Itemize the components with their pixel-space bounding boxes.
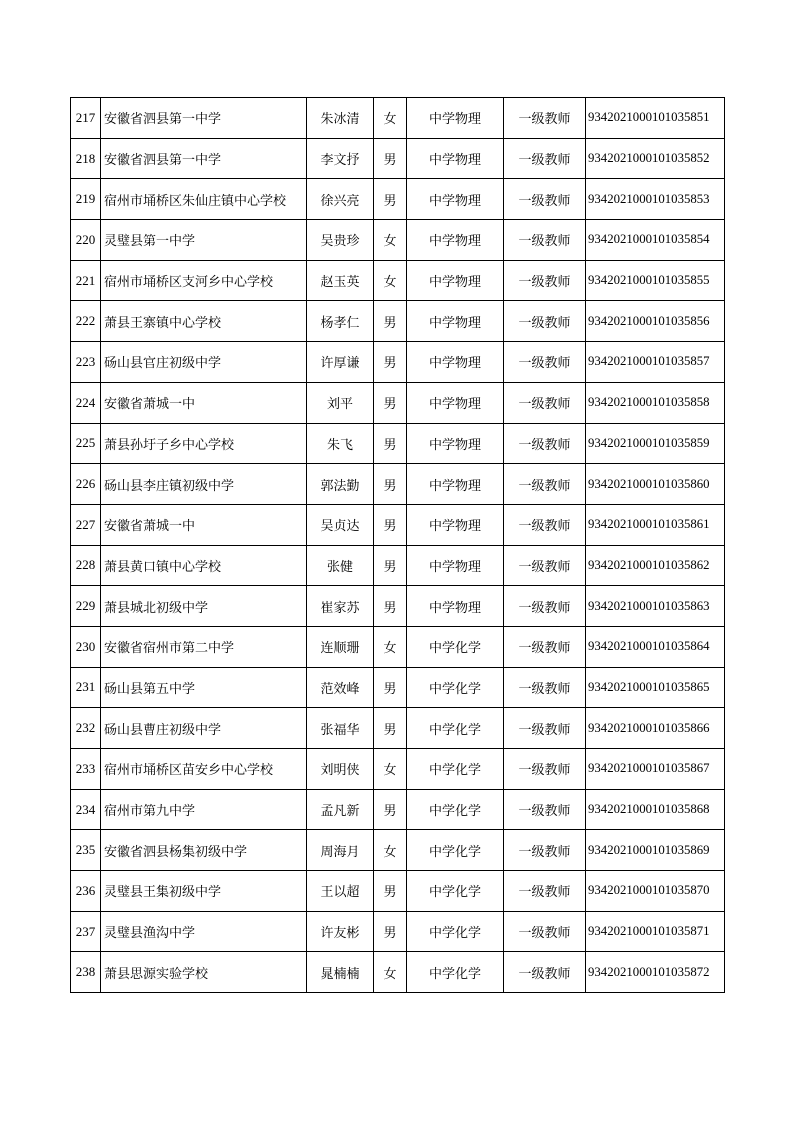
school-name-cell: 安徽省泗县第一中学 (101, 138, 307, 179)
certificate-number-cell: 9342021000101035870 (586, 871, 725, 912)
school-name-cell: 安徽省泗县第一中学 (101, 98, 307, 139)
school-name-cell: 萧县城北初级中学 (101, 586, 307, 627)
row-number-cell: 236 (71, 871, 101, 912)
row-number-cell: 224 (71, 382, 101, 423)
teacher-name-cell: 周海月 (307, 830, 374, 871)
professional-title-cell: 一级教师 (504, 626, 586, 667)
row-number-cell: 231 (71, 667, 101, 708)
subject-cell: 中学物理 (407, 382, 504, 423)
school-name-cell: 宿州市埇桥区朱仙庄镇中心学校 (101, 179, 307, 220)
professional-title-cell: 一级教师 (504, 220, 586, 261)
gender-cell: 女 (374, 220, 407, 261)
table-row (71, 342, 725, 383)
table-body (71, 98, 725, 993)
teacher-list-table (70, 97, 725, 993)
table-row (71, 789, 725, 830)
row-number-cell: 237 (71, 911, 101, 952)
professional-title-cell: 一级教师 (504, 138, 586, 179)
row-number-cell: 229 (71, 586, 101, 627)
teacher-name-cell: 王以超 (307, 871, 374, 912)
table-row (71, 179, 725, 220)
table-row (71, 586, 725, 627)
certificate-number-cell: 9342021000101035861 (586, 504, 725, 545)
certificate-number-cell: 9342021000101035871 (586, 911, 725, 952)
gender-cell: 女 (374, 260, 407, 301)
table-row (71, 626, 725, 667)
table-row (71, 545, 725, 586)
certificate-number-cell: 9342021000101035857 (586, 342, 725, 383)
school-name-cell: 安徽省宿州市第二中学 (101, 626, 307, 667)
gender-cell: 男 (374, 464, 407, 505)
school-name-cell: 宿州市第九中学 (101, 789, 307, 830)
certificate-number-cell: 9342021000101035863 (586, 586, 725, 627)
certificate-number-cell: 9342021000101035852 (586, 138, 725, 179)
table-row (71, 220, 725, 261)
gender-cell: 男 (374, 504, 407, 545)
teacher-name-cell: 张福华 (307, 708, 374, 749)
subject-cell: 中学物理 (407, 220, 504, 261)
certificate-number-cell: 9342021000101035859 (586, 423, 725, 464)
table-row (71, 464, 725, 505)
table-row (71, 423, 725, 464)
row-number-cell: 228 (71, 545, 101, 586)
teacher-name-cell: 许友彬 (307, 911, 374, 952)
professional-title-cell: 一级教师 (504, 586, 586, 627)
teacher-name-cell: 许厚谦 (307, 342, 374, 383)
gender-cell: 男 (374, 138, 407, 179)
row-number-cell: 218 (71, 138, 101, 179)
gender-cell: 男 (374, 179, 407, 220)
professional-title-cell: 一级教师 (504, 667, 586, 708)
school-name-cell: 萧县孙圩子乡中心学校 (101, 423, 307, 464)
subject-cell: 中学物理 (407, 464, 504, 505)
row-number-cell: 217 (71, 98, 101, 139)
table-row (71, 911, 725, 952)
professional-title-cell: 一级教师 (504, 382, 586, 423)
table-row (71, 382, 725, 423)
gender-cell: 男 (374, 667, 407, 708)
teacher-name-cell: 张健 (307, 545, 374, 586)
professional-title-cell: 一级教师 (504, 789, 586, 830)
teacher-name-cell: 晁楠楠 (307, 952, 374, 993)
teacher-name-cell: 连顺珊 (307, 626, 374, 667)
row-number-cell: 226 (71, 464, 101, 505)
table-row (71, 504, 725, 545)
teacher-name-cell: 朱飞 (307, 423, 374, 464)
certificate-number-cell: 9342021000101035853 (586, 179, 725, 220)
subject-cell: 中学化学 (407, 830, 504, 871)
row-number-cell: 233 (71, 749, 101, 790)
gender-cell: 男 (374, 382, 407, 423)
school-name-cell: 萧县思源实验学校 (101, 952, 307, 993)
row-number-cell: 221 (71, 260, 101, 301)
row-number-cell: 232 (71, 708, 101, 749)
row-number-cell: 225 (71, 423, 101, 464)
school-name-cell: 安徽省萧城一中 (101, 504, 307, 545)
certificate-number-cell: 9342021000101035872 (586, 952, 725, 993)
professional-title-cell: 一级教师 (504, 464, 586, 505)
certificate-number-cell: 9342021000101035865 (586, 667, 725, 708)
professional-title-cell: 一级教师 (504, 179, 586, 220)
professional-title-cell: 一级教师 (504, 749, 586, 790)
gender-cell: 女 (374, 98, 407, 139)
professional-title-cell: 一级教师 (504, 423, 586, 464)
school-name-cell: 萧县王寨镇中心学校 (101, 301, 307, 342)
certificate-number-cell: 9342021000101035867 (586, 749, 725, 790)
table-row (71, 98, 725, 139)
professional-title-cell: 一级教师 (504, 260, 586, 301)
professional-title-cell: 一级教师 (504, 504, 586, 545)
subject-cell: 中学化学 (407, 952, 504, 993)
school-name-cell: 砀山县第五中学 (101, 667, 307, 708)
row-number-cell: 223 (71, 342, 101, 383)
row-number-cell: 238 (71, 952, 101, 993)
teacher-name-cell: 范效峰 (307, 667, 374, 708)
teacher-name-cell: 徐兴亮 (307, 179, 374, 220)
subject-cell: 中学化学 (407, 626, 504, 667)
school-name-cell: 安徽省泗县杨集初级中学 (101, 830, 307, 871)
teacher-name-cell: 吴贞达 (307, 504, 374, 545)
subject-cell: 中学物理 (407, 423, 504, 464)
school-name-cell: 灵璧县渔沟中学 (101, 911, 307, 952)
gender-cell: 男 (374, 342, 407, 383)
subject-cell: 中学物理 (407, 342, 504, 383)
certificate-number-cell: 9342021000101035856 (586, 301, 725, 342)
professional-title-cell: 一级教师 (504, 830, 586, 871)
school-name-cell: 安徽省萧城一中 (101, 382, 307, 423)
school-name-cell: 宿州市埇桥区支河乡中心学校 (101, 260, 307, 301)
teacher-name-cell: 刘明侠 (307, 749, 374, 790)
table-row (71, 952, 725, 993)
table-row (71, 667, 725, 708)
teacher-name-cell: 孟凡新 (307, 789, 374, 830)
row-number-cell: 235 (71, 830, 101, 871)
gender-cell: 男 (374, 423, 407, 464)
certificate-number-cell: 9342021000101035858 (586, 382, 725, 423)
school-name-cell: 砀山县李庄镇初级中学 (101, 464, 307, 505)
gender-cell: 女 (374, 749, 407, 790)
row-number-cell: 227 (71, 504, 101, 545)
row-number-cell: 222 (71, 301, 101, 342)
teacher-name-cell: 刘平 (307, 382, 374, 423)
certificate-number-cell: 9342021000101035860 (586, 464, 725, 505)
teacher-name-cell: 李文抒 (307, 138, 374, 179)
gender-cell: 男 (374, 871, 407, 912)
subject-cell: 中学物理 (407, 545, 504, 586)
school-name-cell: 宿州市埇桥区苗安乡中心学校 (101, 749, 307, 790)
row-number-cell: 219 (71, 179, 101, 220)
certificate-number-cell: 9342021000101035862 (586, 545, 725, 586)
subject-cell: 中学化学 (407, 708, 504, 749)
subject-cell: 中学化学 (407, 749, 504, 790)
table-row (71, 830, 725, 871)
school-name-cell: 砀山县曹庄初级中学 (101, 708, 307, 749)
certificate-number-cell: 9342021000101035866 (586, 708, 725, 749)
teacher-name-cell: 杨孝仁 (307, 301, 374, 342)
subject-cell: 中学化学 (407, 871, 504, 912)
school-name-cell: 灵璧县王集初级中学 (101, 871, 307, 912)
row-number-cell: 230 (71, 626, 101, 667)
teacher-name-cell: 郭法勤 (307, 464, 374, 505)
table-row (71, 749, 725, 790)
gender-cell: 女 (374, 830, 407, 871)
table-row (71, 871, 725, 912)
gender-cell: 男 (374, 301, 407, 342)
gender-cell: 男 (374, 586, 407, 627)
certificate-number-cell: 9342021000101035868 (586, 789, 725, 830)
professional-title-cell: 一级教师 (504, 708, 586, 749)
subject-cell: 中学物理 (407, 260, 504, 301)
professional-title-cell: 一级教师 (504, 911, 586, 952)
subject-cell: 中学物理 (407, 586, 504, 627)
subject-cell: 中学化学 (407, 667, 504, 708)
professional-title-cell: 一级教师 (504, 98, 586, 139)
gender-cell: 女 (374, 952, 407, 993)
subject-cell: 中学物理 (407, 504, 504, 545)
subject-cell: 中学化学 (407, 789, 504, 830)
professional-title-cell: 一级教师 (504, 952, 586, 993)
gender-cell: 男 (374, 545, 407, 586)
professional-title-cell: 一级教师 (504, 301, 586, 342)
professional-title-cell: 一级教师 (504, 342, 586, 383)
professional-title-cell: 一级教师 (504, 871, 586, 912)
subject-cell: 中学物理 (407, 179, 504, 220)
table-row (71, 138, 725, 179)
certificate-number-cell: 9342021000101035869 (586, 830, 725, 871)
school-name-cell: 萧县黄口镇中心学校 (101, 545, 307, 586)
row-number-cell: 220 (71, 220, 101, 261)
table-row (71, 301, 725, 342)
subject-cell: 中学化学 (407, 911, 504, 952)
certificate-number-cell: 9342021000101035851 (586, 98, 725, 139)
subject-cell: 中学物理 (407, 138, 504, 179)
gender-cell: 男 (374, 789, 407, 830)
school-name-cell: 灵璧县第一中学 (101, 220, 307, 261)
teacher-name-cell: 崔家苏 (307, 586, 374, 627)
certificate-number-cell: 9342021000101035864 (586, 626, 725, 667)
certificate-number-cell: 9342021000101035854 (586, 220, 725, 261)
professional-title-cell: 一级教师 (504, 545, 586, 586)
subject-cell: 中学物理 (407, 301, 504, 342)
certificate-number-cell: 9342021000101035855 (586, 260, 725, 301)
gender-cell: 男 (374, 708, 407, 749)
table-row (71, 260, 725, 301)
teacher-name-cell: 朱冰清 (307, 98, 374, 139)
subject-cell: 中学物理 (407, 98, 504, 139)
gender-cell: 女 (374, 626, 407, 667)
table-row (71, 708, 725, 749)
teacher-name-cell: 赵玉英 (307, 260, 374, 301)
row-number-cell: 234 (71, 789, 101, 830)
school-name-cell: 砀山县官庄初级中学 (101, 342, 307, 383)
teacher-name-cell: 吴贵珍 (307, 220, 374, 261)
gender-cell: 男 (374, 911, 407, 952)
